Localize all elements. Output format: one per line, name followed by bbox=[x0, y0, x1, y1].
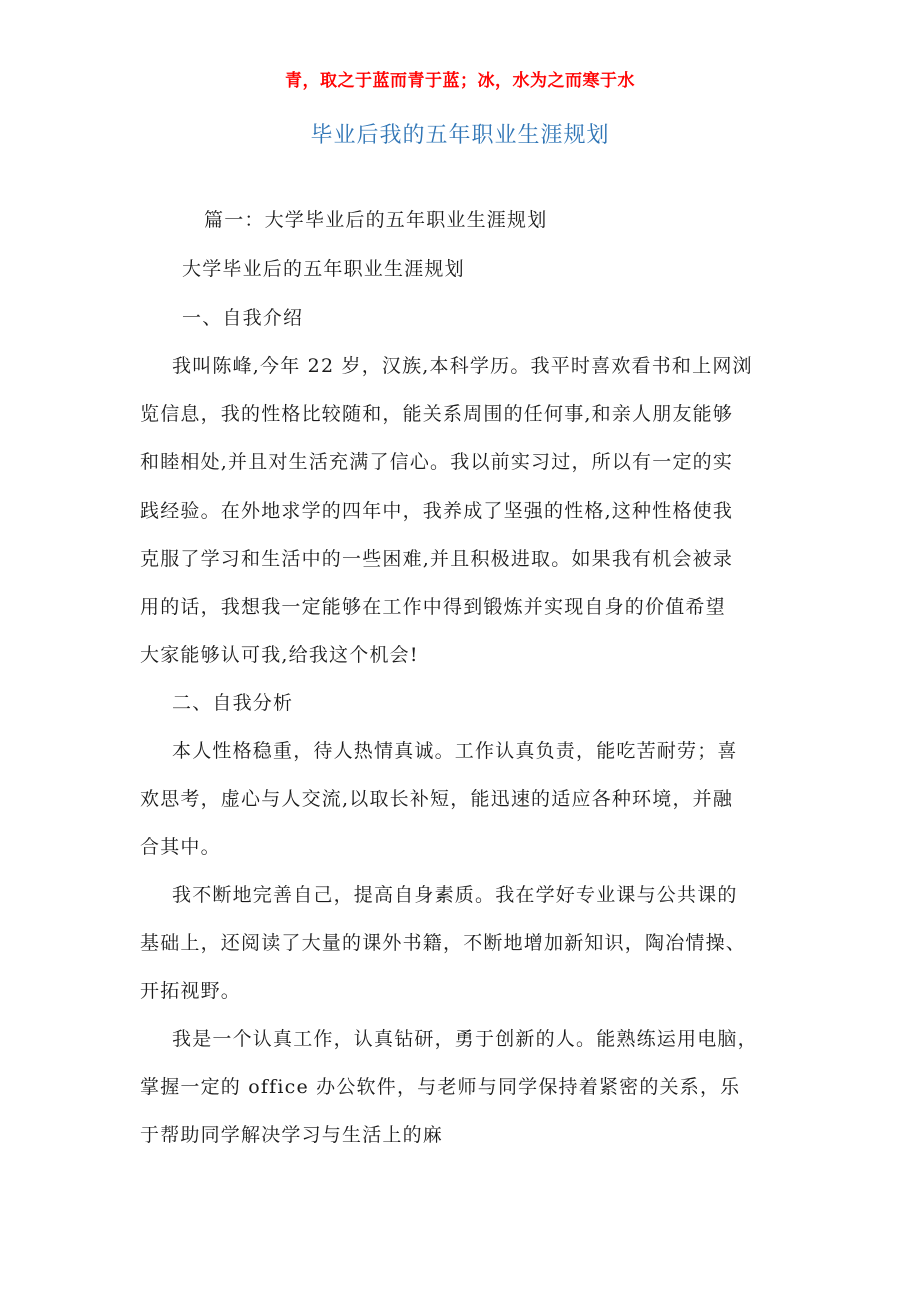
heading-self-analysis: 二、自我分析 bbox=[172, 692, 294, 714]
paragraph-line: 我不断地完善自己，提高自身素质。我在学好专业课与公共课的 bbox=[172, 884, 738, 906]
paragraph-line: 和睦相处,并且对生活充满了信心。我以前实习过，所以有一定的实 bbox=[140, 451, 734, 473]
paragraph-line: 于帮助同学解决学习与生活上的麻 bbox=[140, 1124, 444, 1146]
paragraph-line: 本人性格稳重，待人热情真诚。工作认真负责，能吃苦耐劳；喜 bbox=[172, 740, 738, 762]
section-subtitle: 大学毕业后的五年职业生涯规划 bbox=[182, 258, 465, 280]
document-title: 毕业后我的五年职业生涯规划 bbox=[310, 123, 610, 148]
paragraph-line: 合其中。 bbox=[140, 836, 221, 858]
paragraph-line: 开拓视野。 bbox=[140, 980, 242, 1002]
paragraph-line: 我叫陈峰,今年 22 岁，汉族,本科学历。我平时喜欢看书和上网浏 bbox=[172, 355, 753, 377]
paragraph-line: 大家能够认可我,给我这个机会! bbox=[140, 644, 419, 666]
paragraph-line: 览信息，我的性格比较随和，能关系周围的任何事,和亲人朋友能够 bbox=[140, 403, 734, 425]
paragraph-line: 基础上，还阅读了大量的课外书籍，不断地增加新知识，陶冶情操、 bbox=[140, 932, 747, 954]
paragraph-line: 我是一个认真工作，认真钻研，勇于创新的人。能熟练运用电脑， bbox=[172, 1028, 758, 1050]
paragraph-line: 用的话，我想我一定能够在工作中得到锻炼并实现自身的价值希望 bbox=[140, 596, 726, 618]
paragraph-line: 掌握一定的 office 办公软件，与老师与同学保持着紧密的关系，乐 bbox=[140, 1076, 741, 1098]
paragraph-line: 克服了学习和生活中的一些困难,并且积极进取。如果我有机会被录 bbox=[140, 548, 734, 570]
heading-self-introduction: 一、自我介绍 bbox=[182, 307, 304, 329]
section-heading-part-one: 篇一：大学毕业后的五年职业生涯规划 bbox=[204, 209, 548, 231]
paragraph-line: 欢思考，虚心与人交流,以取长补短，能迅速的适应各种环境，并融 bbox=[140, 788, 734, 810]
paragraph-line: 践经验。在外地求学的四年中，我养成了坚强的性格,这种性格使我 bbox=[140, 500, 734, 522]
motto-header: 青，取之于蓝而青于蓝；冰，水为之而寒于水 bbox=[285, 71, 635, 91]
